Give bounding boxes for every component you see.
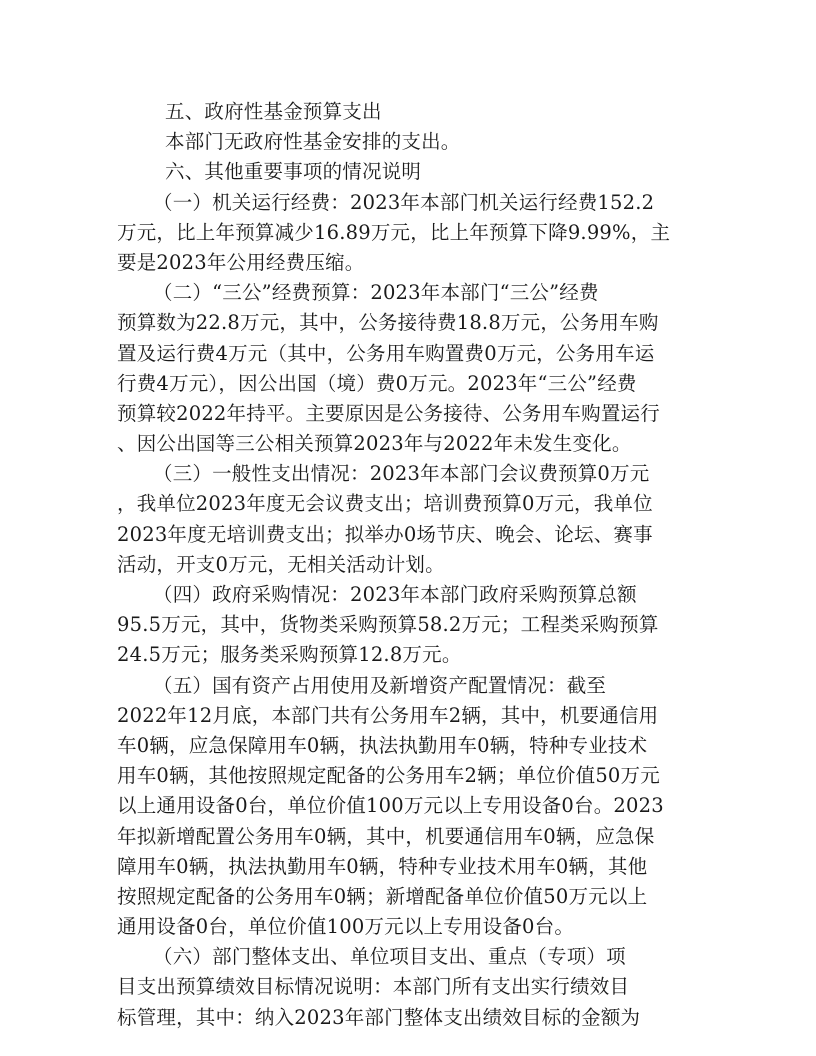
text-line: 年拟新增配置公务用车0辆，其中，机要通信用车0辆，应急保	[117, 824, 655, 848]
text-line: 2023年度无培训费支出；拟举办0场节庆、晚会、论坛、赛事	[117, 522, 653, 546]
text-line: 障用车0辆，执法执勤用车0辆，特种专业技术用车0辆，其他	[117, 854, 648, 878]
paragraph-operating-expenses	[117, 188, 687, 279]
text-line: 以上通用设备0台，单位价值100万元以上专用设备0台。2023	[117, 794, 664, 818]
paragraph-performance-goals	[117, 942, 687, 1033]
paragraph-government-fund	[117, 127, 687, 157]
text-line: 通用设备0台，单位价值100万元以上专用设备0台。	[117, 915, 575, 939]
text-line: （四）政府采购情况：2023年本部门政府采购预算总额	[153, 583, 637, 606]
text-line: 车0辆，应急保障用车0辆，执法执勤用车0辆，特种专业技术	[117, 733, 648, 757]
paragraph-general-expenses	[117, 459, 687, 580]
text-line: 置及运行费4万元（其中，公务用车购置费0万元，公务用车运	[117, 341, 655, 365]
text-line: 万元，比上年预算减少16.89万元，比上年预算下降9.99%，主	[117, 220, 671, 244]
section-heading-government-fund	[117, 97, 687, 127]
text-line: 按照规定配备的公务用车0辆；新增配备单位价值50万元以上	[117, 884, 648, 908]
text-line: （六）部门整体支出、单位项目支出、重点（专项）项	[153, 945, 626, 969]
text-line: （一）机关运行经费：2023年本部门机关运行经费152.2	[153, 190, 655, 214]
text-line: 六、其他重要事项的情况说明	[165, 160, 422, 184]
text-line: 、因公出国等三公相关预算2023年与2022年未发生变化。	[117, 432, 632, 456]
paragraph-procurement	[117, 580, 687, 671]
text-line: 2022年12月底，本部门共有公务用车2辆，其中，机要通信用	[117, 703, 659, 727]
text-line: （三）一般性支出情况：2023年本部门会议费预算0万元	[153, 462, 650, 486]
text-line: 用车0辆，其他按照规定配备的公务用车2辆；单位价值50万元	[117, 764, 660, 788]
text-line: （二）“三公”经费预算：2023年本部门“三公”经费	[153, 281, 599, 305]
text-line: 要是2023年公用经费压缩。	[117, 250, 365, 274]
text-line: 标管理，其中：纳入2023年部门整体支出绩效目标的金额为	[117, 1005, 641, 1029]
text-line: 预算数为22.8万元，其中，公务接待费18.8万元，公务用车购	[117, 311, 659, 335]
paragraph-state-assets	[117, 671, 687, 943]
section-heading-other-matters	[117, 157, 687, 187]
text-line: 活动，开支0万元，无相关活动计划。	[117, 552, 445, 576]
text-line: 预算较2022年持平。主要原因是公务接待、公务用车购置运行	[117, 401, 660, 425]
text-line: （五）国有资产占用使用及新增资产配置情况：截至	[153, 673, 607, 697]
document-body	[117, 97, 687, 1033]
text-line: 行费4万元），因公出国（境）费0万元。2023年“三公”经费	[117, 371, 637, 395]
text-line: 目支出预算绩效目标情况说明：本部门所有支出实行绩效目	[117, 975, 630, 999]
paragraph-three-public-expenses	[117, 278, 687, 459]
text-line: 24.5万元；服务类采购预算12.8万元。	[117, 643, 462, 667]
text-line: 五、政府性基金预算支出	[165, 100, 382, 123]
text-line: ，我单位2023年度无会议费支出；培训费预算0万元，我单位	[117, 492, 653, 516]
text-line: 本部门无政府性基金安排的支出。	[165, 130, 461, 154]
text-line: 95.5万元，其中，货物类采购预算58.2万元；工程类采购预算	[117, 613, 659, 637]
